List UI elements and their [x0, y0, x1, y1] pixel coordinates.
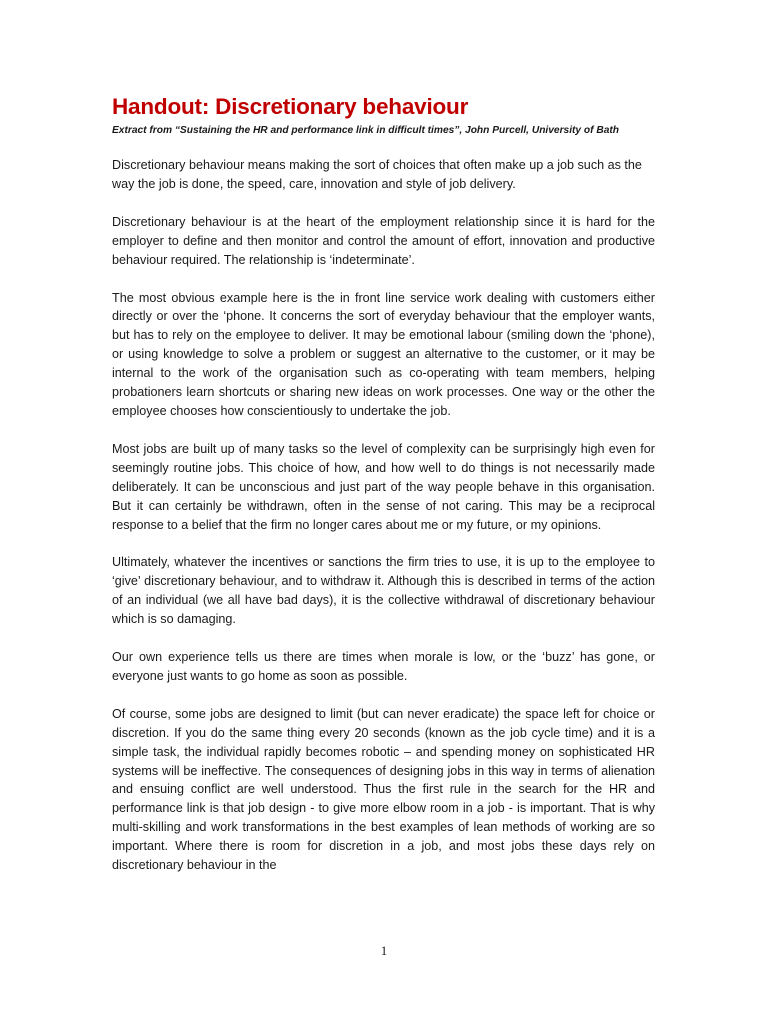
paragraph-task-complexity: Most jobs are built up of many tasks so the level of complexity can be surprisingly high even for seemingly routine jobs. This choice of how, and how well to do things is not necessarily made deliberately. It can be unconscious and just part of the way people behave in this organisation. But it can certainly be withdrawn, often in the sense of not caring. This may be a reciprocal response to a belief that the firm no longer cares about me or my future, or my opinions. — [112, 441, 655, 532]
page-number: 1 — [380, 943, 388, 958]
paragraph-discretionary-definition: Discretionary behaviour means making the sort of choices that often make up a job such as the way the job is done, the speed, care, innovation and style of job delivery. — [112, 158, 642, 191]
paragraph-collective-withdrawal: Ultimately, whatever the incentives or sanctions the firm tries to use, it is up to the employee to ‘give’ discretionary behaviour, and to withdraw it. Although this is described in terms of the action of an individual (we all have bad days), it is the collective withdrawal of discretionary behaviour which is so damaging. — [112, 555, 655, 627]
paragraph-employment-relationship: Discretionary behaviour is at the heart of the employment relationship since it is hard for the employer to define and then monitor and control the amount of effort, innovation and productive behaviour required. The relationship is ‘indeterminate’. — [112, 214, 655, 267]
paragraph-morale: Our own experience tells us there are times when morale is low, or the ‘buzz’ has gone, or everyone just wants to go home as soon as possible. — [112, 650, 655, 683]
paragraph-front-line-example: The most obvious example here is the in front line service work dealing with customers either directly or over the ‘phone. It concerns the sort of everyday behaviour that the employer wants, but has to rely on the employee to deliver. It may be emotional labour (smiling down the ‘phone), or using knowledge to solve a problem or suggest an alternative to the customer, or it may be internal to the work of the organisation such as co-operating with team members, helping probationers learn shortcuts or sharing new ideas on work processes. One way or the other the employee chooses how conscientiously to undertake the job. — [112, 290, 655, 418]
paragraph-job-design: Of course, some jobs are designed to limit (but can never eradicate) the space left for choice or discretion. If you do the same thing every 20 seconds (known as the job cycle time) and it is a simple task, the individual rapidly becomes robotic – and spending money on sophisticated HR systems will be ineffective. The consequences of designing jobs in this way in terms of alienation and ensuing conflict are well understood. Thus the first rule in the search for the HR and performance link is that job design - to give more elbow room in a job - is important. That is why multi-skilling and work transformations in the best examples of lean methods of working are so important. Where there is room for discretion in a job, and most jobs these days rely on discretionary behaviour in the — [112, 706, 655, 873]
document-page — [112, 92, 655, 894]
document-title: Handout: Discretionary behaviour — [112, 94, 469, 119]
document-body — [112, 156, 655, 875]
document-subtitle: Extract from “Sustaining the HR and performance link in difficult times”, John Purcell, University of Bath — [112, 125, 620, 136]
